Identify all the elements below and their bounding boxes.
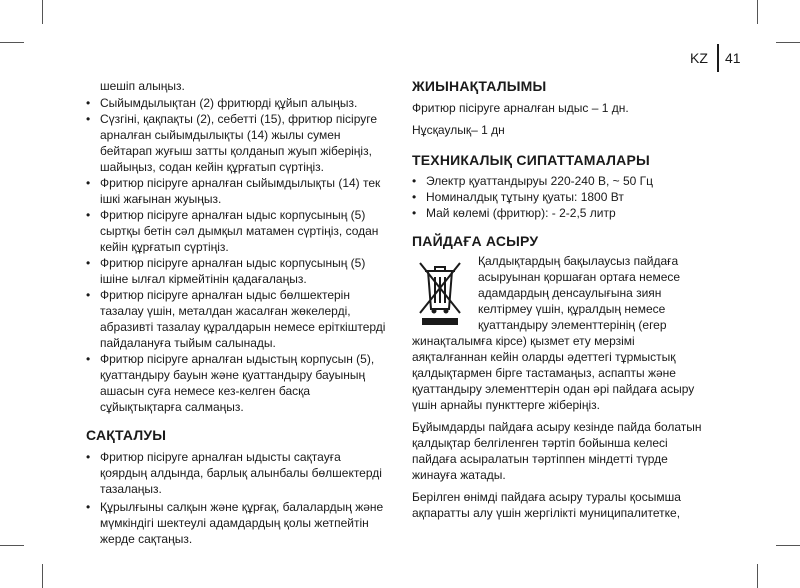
recycle-paragraph: Бұйымдарды пайдаға асыру кезінде пайда болатын қалдықтар белгіленген тәртіп бойынша келесі пайдаға асыралатын тәртіппен міндетті түрде жинауға жатады.: [412, 420, 702, 482]
storage-heading: САҚТАЛУЫ: [86, 427, 167, 443]
list-item: • Фритюр пісіруге арналған ыдыс бөлшектерін тазалау үшін, металдан жасалған жөкелерді, абразивті тазалау құралдарын немесе еріткіштерді пайдалануға тыйым салынады.: [86, 287, 386, 351]
set-line: Нұсқаулық– 1 дн: [412, 123, 505, 137]
crossed-bin-icon: [414, 255, 466, 327]
crop-mark: [776, 545, 800, 546]
left-column: [86, 78, 386, 547]
list-item: • Фритюр пісіруге арналған ыдыс корпусының (5) сыртқы бетін сәл дымқыл матамен сүртіңіз, содан кейін құрғатып сүртіңіз.: [86, 207, 386, 255]
language-code: KZ: [690, 50, 708, 66]
set-heading: ЖИЫНАҚТАЛЫМЫ: [412, 78, 547, 94]
recycle-section: [412, 253, 712, 413]
list-item: • Номиналдық тұтыну қуаты: 1800 Вт: [412, 189, 712, 205]
list-item: • Фритюр пісіруге арналған ыдысты сақтауға қоярдың алдында, барлық алынбалы бөлшектерді тазалаңыз.: [86, 449, 386, 497]
crop-mark: [776, 42, 800, 43]
continued-text: шешіп алыңыз.: [100, 79, 185, 93]
crop-mark: [42, 0, 43, 24]
list-item: • Құрылғыны салқын және құрғақ, балалардың және мүмкіндігі шектеулі адамдардың қолы жетпейтін жерде сақтаңыз.: [86, 499, 386, 547]
header-divider: [717, 44, 719, 72]
crop-mark: [0, 42, 24, 43]
cleaning-list: [86, 95, 386, 415]
tech-heading: ТЕХНИКАЛЫҚ СИПАТТАМАЛАРЫ: [412, 152, 650, 168]
list-item: • Фритюр пісіруге арналған ыдыстың корпусын (5), қуаттандыру бауын және қуаттандыру бауының ашасын суға немесе кез-келген басқа сұйықтықтарға салмаңыз.: [86, 351, 386, 415]
list-item: • Май көлемі (фритюр): - 2-2,5 литр: [412, 205, 712, 221]
crop-mark: [0, 545, 24, 546]
page-number: 41: [725, 50, 741, 66]
list-item: • Фритюр пісіруге арналған сыйымдылықты (14) тек ішкі жағынан жуыңыз.: [86, 175, 386, 207]
crop-mark: [757, 564, 758, 588]
list-item: • Сыйымдылықтан (2) фритюрді құйып алыңыз.: [86, 95, 386, 111]
storage-list: [86, 449, 386, 547]
list-item: • Сүзгіні, қақпақты (2), себетті (15), фритюр пісіруге арналған сыйымдылықты (14) жылы сумен бейтарап жуғыш затты қолданып жуып жіберіңіз, шайыңыз, содан кейін құрғатып сүртіңіз.: [86, 111, 386, 175]
tech-list: [412, 173, 712, 221]
crop-mark: [42, 564, 43, 588]
right-column: [412, 78, 712, 521]
list-item: • Электр қуаттандыруы 220-240 В, ~ 50 Гц: [412, 173, 712, 189]
set-line: Фритюр пісіруге арналған ыдыс – 1 дн.: [412, 101, 629, 115]
list-item: • Фритюр пісіруге арналған ыдыс корпусының (5) ішіне ылғал кірмейтінін қадағалаңыз.: [86, 255, 386, 287]
recycle-paragraph: Берілген өнімді пайдаға асыру туралы қосымша ақпаратты алу үшін жергілікті муниципалитетке,: [412, 490, 681, 520]
crop-mark: [757, 0, 758, 24]
recycle-heading: ПАЙДАҒА АСЫРУ: [412, 233, 539, 249]
recycle-paragraph: Қалдықтардың бақылаусыз пайдаға асыруынан қоршаған ортаға немесе адамдардың денсаулығына зиян келтірмеу үшін, құралдың немесе қуаттандыру элементтерінің (егер жинақталымға кірсе) қызмет ету мерзімі аяқталғаннан кейін оларды әдеттегі тұрмыстық қалдықтармен бірге тастамаңыз, аспапты және қуаттандыру элементтерін одан әрі пайдаға асыру үшін арнайы пункттерге жіберіңіз.: [412, 254, 695, 412]
